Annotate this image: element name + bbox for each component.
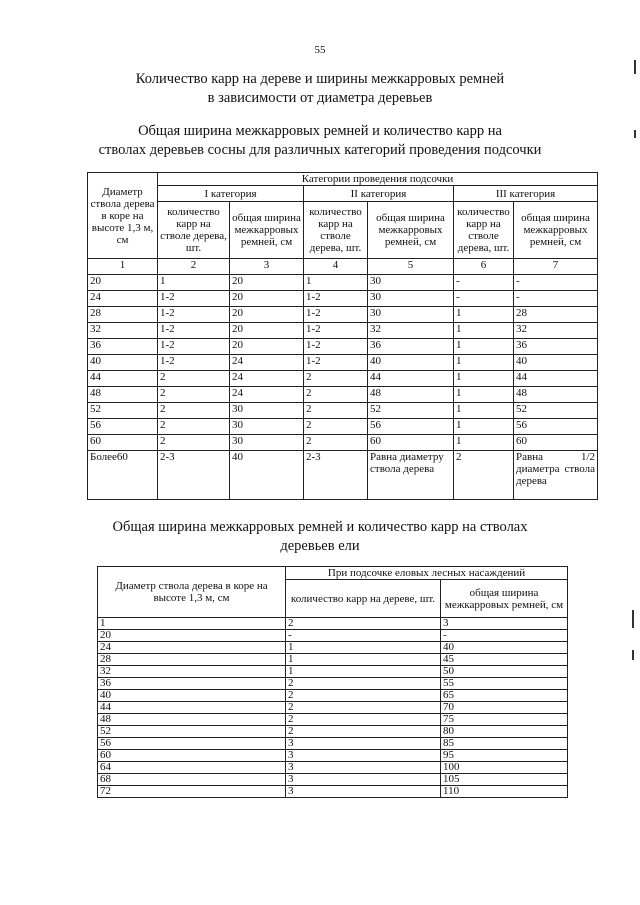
table-cell: 2: [286, 618, 441, 630]
table-cell: 20: [230, 323, 304, 339]
table-row: [98, 738, 568, 750]
table-cell: 24: [88, 291, 158, 307]
table-cell: 1-2: [158, 323, 230, 339]
table-cell: 2: [158, 371, 230, 387]
table-cell: 32: [88, 323, 158, 339]
table-cell: 48: [514, 387, 598, 403]
table-cell: 50: [441, 666, 568, 678]
table-cell: 1: [454, 387, 514, 403]
scan-edge-mark: [634, 130, 636, 138]
table2-title-line-2: деревьев ели: [280, 538, 360, 554]
table-cell: 2: [304, 387, 368, 403]
table-row: [88, 323, 598, 339]
table-cell: 64: [98, 762, 286, 774]
table-cell: 60: [98, 750, 286, 762]
table-cell: 48: [88, 387, 158, 403]
table-cell: 52: [514, 403, 598, 419]
table-row: [88, 435, 598, 451]
table-row: [88, 339, 598, 355]
header-categories: Категории проведения подсочки: [158, 173, 598, 186]
table-cell: 2: [286, 690, 441, 702]
scan-edge-mark: [634, 60, 636, 74]
table-cell: 2: [158, 419, 230, 435]
table-cell: 2: [286, 702, 441, 714]
column-number-row: [88, 259, 598, 275]
table-row: [98, 678, 568, 690]
table-cell: 60: [88, 435, 158, 451]
table-cell: 30: [368, 307, 454, 323]
table-cell: 30: [368, 275, 454, 291]
table1-title-line-2: стволах деревьев сосны для различных категорий проведения подсочки: [98, 142, 542, 158]
table-cell: 65: [441, 690, 568, 702]
table-cell: 40: [230, 451, 304, 500]
table-cell: Более60: [88, 451, 158, 500]
table-cell: 1: [98, 618, 286, 630]
table-cell: 3: [286, 762, 441, 774]
header-diameter: Диаметр ствола дерева в коре на высоте 1,3 м, см: [88, 173, 158, 259]
table-cell: 1: [454, 403, 514, 419]
table-cell: -: [441, 630, 568, 642]
table-cell: 1-2: [304, 291, 368, 307]
header-cat2: II категория: [304, 186, 454, 202]
table-cell: 1: [454, 339, 514, 355]
header-cat2-count: количество карр на стволе дерева, шт.: [304, 202, 368, 259]
table2-title-line-1: Общая ширина межкарровых ремней и количество карр на стволах: [112, 519, 528, 535]
scan-edge-mark: [632, 650, 634, 660]
col-number: 4: [304, 259, 368, 275]
table-cell: -: [286, 630, 441, 642]
table-cell: 2: [158, 435, 230, 451]
table-row: [98, 702, 568, 714]
col-number: 6: [454, 259, 514, 275]
table-row-last: [88, 451, 598, 500]
table-cell: 2: [454, 451, 514, 500]
table-row: [98, 750, 568, 762]
table-cell: 45: [441, 654, 568, 666]
table-cell: 100: [441, 762, 568, 774]
table-cell: 2: [304, 419, 368, 435]
table-cell: 1: [286, 666, 441, 678]
header-group: При подсочке еловых лесных насаждений: [286, 567, 568, 580]
table-row: [98, 666, 568, 678]
table-cell: 1: [158, 275, 230, 291]
table-cell: 20: [230, 307, 304, 323]
table-cell: 56: [88, 419, 158, 435]
table-cell: 44: [88, 371, 158, 387]
table-cell: 20: [230, 275, 304, 291]
table-cell: 110: [441, 786, 568, 798]
table-cell: 3: [286, 738, 441, 750]
table-cell: 1-2: [158, 339, 230, 355]
table-cell: 3: [286, 786, 441, 798]
table-cell: -: [454, 291, 514, 307]
table-cell: -: [514, 275, 598, 291]
table-cell: 1: [454, 307, 514, 323]
table-cell: 75: [441, 714, 568, 726]
col-number: 7: [514, 259, 598, 275]
pine-table: [87, 172, 598, 500]
col-number: 1: [88, 259, 158, 275]
header-cat3-width: общая ширина межкарровых ремней, см: [514, 202, 598, 259]
table-row: [98, 774, 568, 786]
table-cell: 2: [286, 726, 441, 738]
table-cell: 95: [441, 750, 568, 762]
table-cell: 1: [454, 355, 514, 371]
table-cell: 20: [88, 275, 158, 291]
table-cell: 48: [368, 387, 454, 403]
table-cell: 24: [230, 371, 304, 387]
table-row: [88, 419, 598, 435]
scan-edge-mark: [632, 610, 634, 628]
heading-line-2: в зависимости от диаметра деревьев: [207, 90, 433, 106]
table-cell: 30: [368, 291, 454, 307]
table-cell: 1-2: [158, 291, 230, 307]
table-row: [98, 714, 568, 726]
table-cell: 2: [304, 371, 368, 387]
table-cell: 2: [286, 678, 441, 690]
table-cell: 52: [88, 403, 158, 419]
table-cell: 2-3: [158, 451, 230, 500]
table-cell: 36: [98, 678, 286, 690]
table-cell: 24: [230, 387, 304, 403]
table-row: [98, 630, 568, 642]
header-cat1-width: общая ширина межкарровых ремней, см: [230, 202, 304, 259]
table-cell: 1-2: [304, 323, 368, 339]
table-cell: 60: [368, 435, 454, 451]
table-cell: 1: [454, 435, 514, 451]
table1-title: [0, 122, 640, 160]
table-cell: 3: [286, 750, 441, 762]
table-cell: 36: [514, 339, 598, 355]
table-cell: 32: [98, 666, 286, 678]
table-cell: 24: [98, 642, 286, 654]
table-cell: 32: [368, 323, 454, 339]
header-cat1: I категория: [158, 186, 304, 202]
table-cell: 1: [454, 371, 514, 387]
table-cell: 85: [441, 738, 568, 750]
table-row: [98, 642, 568, 654]
table-row: [98, 762, 568, 774]
header-cat3: III категория: [454, 186, 598, 202]
table-cell: 24: [230, 355, 304, 371]
table-row: [88, 371, 598, 387]
table-cell: -: [514, 291, 598, 307]
table-cell: 52: [368, 403, 454, 419]
table-row: [88, 403, 598, 419]
table-cell: 44: [368, 371, 454, 387]
table-row: [98, 786, 568, 798]
table-cell: Равна диаметру ствола дерева: [368, 451, 454, 500]
table-cell: 1-2: [304, 307, 368, 323]
table-cell: 20: [98, 630, 286, 642]
page-number: 55: [314, 44, 326, 56]
table-row: [98, 654, 568, 666]
table-cell: 30: [230, 403, 304, 419]
table-cell: 1: [286, 654, 441, 666]
table-cell: 1-2: [304, 339, 368, 355]
table-cell: 40: [441, 642, 568, 654]
document-heading: [0, 70, 640, 108]
header-cat1-count: количество карр на стволе дерева, шт.: [158, 202, 230, 259]
table-cell: 32: [514, 323, 598, 339]
table-cell: 2: [304, 403, 368, 419]
table-cell: 56: [368, 419, 454, 435]
table-cell: 2-3: [304, 451, 368, 500]
spruce-table: [97, 566, 568, 798]
header-cat2-width: общая ширина межкарровых ремней, см: [368, 202, 454, 259]
table1-title-line-1: Общая ширина межкарровых ремней и количество карр на: [138, 123, 502, 139]
table-cell: 20: [230, 291, 304, 307]
table-cell: 44: [514, 371, 598, 387]
table-row: [88, 275, 598, 291]
table-cell: 1: [454, 419, 514, 435]
header-cat3-count: количество карр на стволе дерева, шт.: [454, 202, 514, 259]
table-cell: -: [454, 275, 514, 291]
table-cell: 40: [88, 355, 158, 371]
table-cell: 2: [286, 714, 441, 726]
table-cell: 1: [304, 275, 368, 291]
header-diameter: Диаметр ствола дерева в коре на высоте 1,3 м, см: [98, 567, 286, 618]
table-cell: 40: [98, 690, 286, 702]
table-cell: 36: [88, 339, 158, 355]
heading-line-1: Количество карр на дереве и ширины межкарровых ремней: [135, 71, 505, 87]
table-cell: 80: [441, 726, 568, 738]
table-cell: 48: [98, 714, 286, 726]
table-cell: 20: [230, 339, 304, 355]
table-cell: 2: [304, 435, 368, 451]
table-cell: 1-2: [304, 355, 368, 371]
table-cell: 40: [514, 355, 598, 371]
table-cell: 30: [230, 419, 304, 435]
table-cell: 56: [514, 419, 598, 435]
table-row: [88, 387, 598, 403]
table-cell: 52: [98, 726, 286, 738]
table-row: [88, 307, 598, 323]
table2-title: [0, 518, 640, 556]
table-cell: 30: [230, 435, 304, 451]
table-cell: 2: [158, 387, 230, 403]
header-width: общая ширина межкарровых ремней, см: [441, 580, 568, 618]
table-cell: 3: [286, 774, 441, 786]
table-cell: 56: [98, 738, 286, 750]
table-cell: 1-2: [158, 355, 230, 371]
table-cell: 28: [88, 307, 158, 323]
header-count: количество карр на дереве, шт.: [286, 580, 441, 618]
table-cell: 28: [98, 654, 286, 666]
table-cell: 36: [368, 339, 454, 355]
table-cell: 1: [286, 642, 441, 654]
table-cell: 1-2: [158, 307, 230, 323]
table-cell: 2: [158, 403, 230, 419]
table-cell: 44: [98, 702, 286, 714]
col-number: 5: [368, 259, 454, 275]
table-row: [88, 291, 598, 307]
table-cell: 1: [454, 323, 514, 339]
table-row: [98, 690, 568, 702]
table-cell: 40: [368, 355, 454, 371]
table-cell: 55: [441, 678, 568, 690]
table-cell: Равна 1/2 диаметра ствола дерева: [514, 451, 598, 500]
table-row: [98, 618, 568, 630]
table-cell: 105: [441, 774, 568, 786]
col-number: 3: [230, 259, 304, 275]
table-cell: 70: [441, 702, 568, 714]
table-cell: 3: [441, 618, 568, 630]
table-row: [88, 355, 598, 371]
table-cell: 28: [514, 307, 598, 323]
table-cell: 68: [98, 774, 286, 786]
table-row: [98, 726, 568, 738]
table-cell: 60: [514, 435, 598, 451]
table-cell: 72: [98, 786, 286, 798]
col-number: 2: [158, 259, 230, 275]
